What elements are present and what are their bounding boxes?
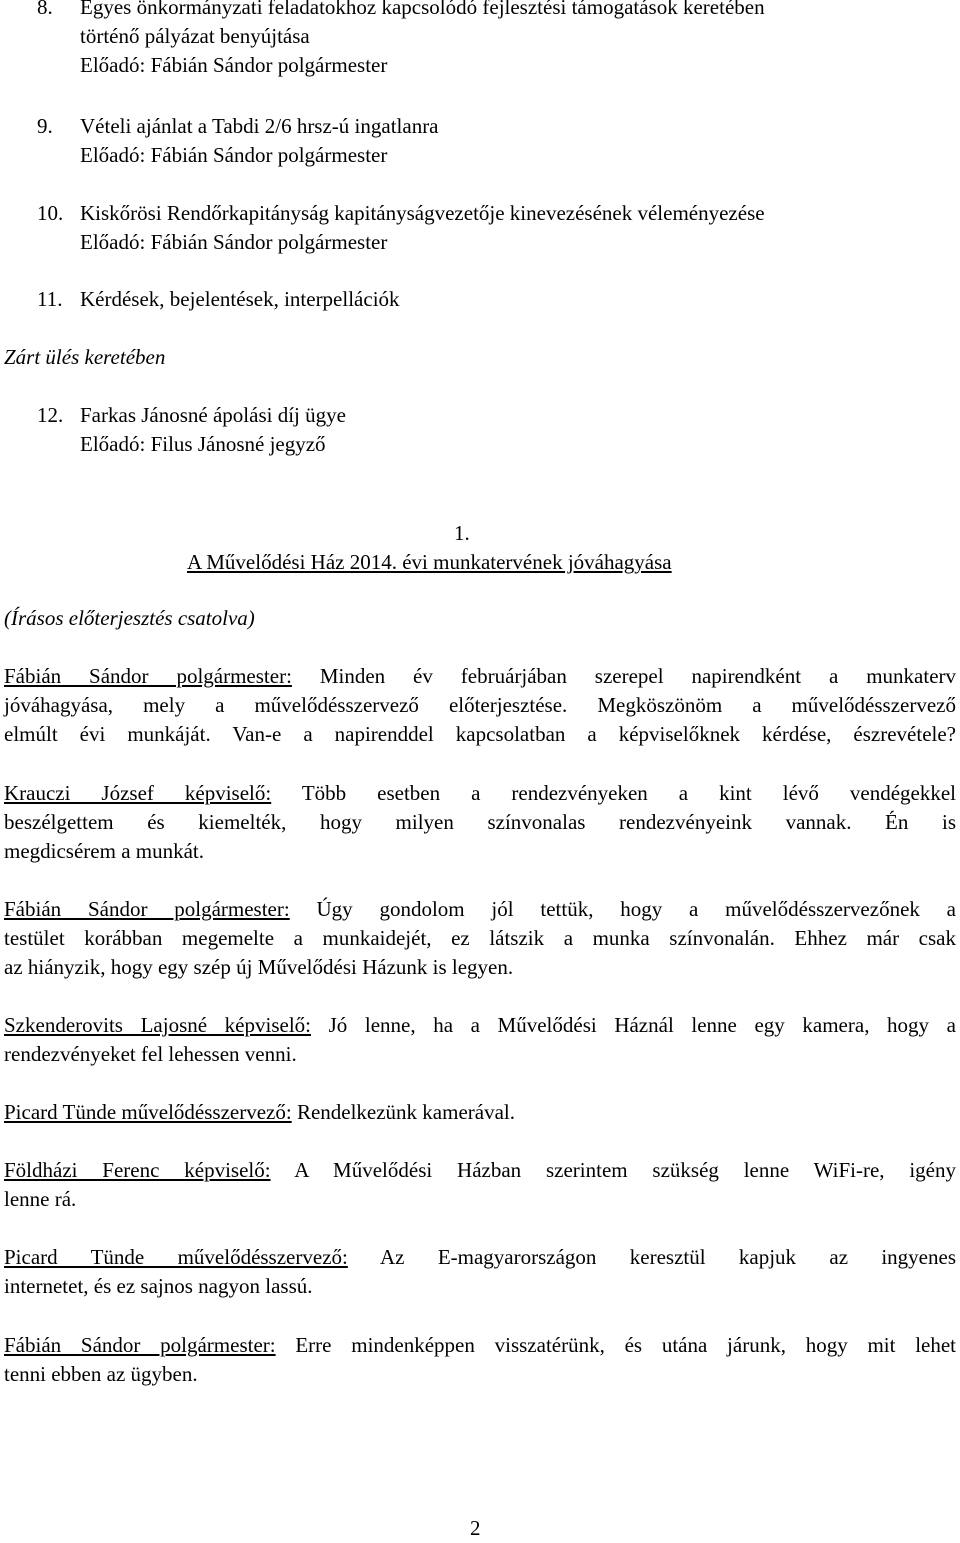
- speaker-name: Picard Tünde művelődésszervező:: [4, 1100, 292, 1124]
- minutes-paragraph: Picard Tünde művelődésszervező: Rendelkezünk kamerával.: [4, 1100, 516, 1124]
- minutes-paragraph: Fábián Sándor polgármester: Erre mindenképpen visszatérünk, és utána járunk, hogy mit lehet tenni ebben az ügyben.: [4, 1333, 957, 1386]
- speaker-name: Krauczi József képviselő:: [4, 781, 272, 805]
- agenda-text: Farkas Jánosné ápolási díj ügye Előadó: Filus Jánosné jegyző: [80, 403, 346, 456]
- speaker-name: Picard Tünde művelődésszervező:: [4, 1245, 348, 1269]
- speaker-name: Fábián Sándor polgármester:: [4, 664, 292, 688]
- minutes-paragraph: Krauczi József képviselő: Több esetben a rendezvényeken a kint lévő vendégekkel beszélgettem és kiemelték, hogy milyen színvonalas rendezvényeink vannak. Én is megdicsérem a munkát.: [4, 781, 956, 863]
- minutes-paragraph: Szkenderovits Lajosné képviselő: Jó lenne, ha a Művelődési Háznál lenne egy kamera, hogy a rendezvényeket fel lehessen venni.: [4, 1013, 956, 1066]
- minutes-paragraph: Fábián Sándor polgármester: Minden év februárjában szerepel napirendként a munkaterv jóváhagyása, mely a művelődésszervező előterjesztése. Megköszönöm a művelődésszervező elmúlt évi munkáját. Van-e a napirenddel kapcsolatban a képviselőknek kérdése, észrevétele?: [4, 664, 957, 746]
- agenda-number: 9.: [37, 114, 53, 138]
- topic-title: A Művelődési Ház 2014. évi munkatervének jóváhagyása: [187, 550, 672, 574]
- minutes-paragraph: Fábián Sándor polgármester: Úgy gondolom jól tettük, hogy a művelődésszervezőnek a testület korábban megemelte a munkaidejét, ez látszik a munka színvonalán. Ehhez már csak az hiányzik, hogy egy szép új Művelődési Házunk is legyen.: [4, 897, 956, 979]
- minutes-paragraph: Földházi Ferenc képviselő: A Művelődési Házban szerintem szükség lenne WiFi-re, igény lenne rá.: [4, 1158, 956, 1211]
- agenda-number: 10.: [37, 201, 64, 225]
- attachment-note: (Írásos előterjesztés csatolva): [4, 606, 255, 630]
- speaker-name: Földházi Ferenc képviselő:: [4, 1158, 271, 1182]
- agenda-text: Vételi ajánlat a Tabdi 2/6 hrsz-ú ingatlanra Előadó: Fábián Sándor polgármester: [80, 114, 439, 167]
- agenda-text: Kiskőrösi Rendőrkapitányság kapitányságvezetője kinevezésének véleményezése Előadó: Fábián Sándor polgármester: [80, 201, 765, 254]
- speaker-name: Fábián Sándor polgármester:: [4, 1333, 276, 1357]
- agenda-text: Egyes önkormányzati feladatokhoz kapcsolódó fejlesztési támogatások keretében történő pályázat benyújtása Előadó: Fábián Sándor polgármester: [80, 0, 765, 77]
- minutes-paragraph: Picard Tünde művelődésszervező: Az E-magyarországon keresztül kapjuk az ingyenes internetet, és ez sajnos nagyon lassú.: [4, 1245, 956, 1298]
- agenda-number: 11.: [37, 287, 63, 311]
- speaker-name: Szkenderovits Lajosné képviselő:: [4, 1013, 311, 1037]
- speaker-name: Fábián Sándor polgármester:: [4, 897, 290, 921]
- agenda-number: 12.: [37, 403, 64, 427]
- agenda-number: 8.: [37, 0, 53, 19]
- agenda-text: Kérdések, bejelentések, interpellációk: [80, 287, 400, 311]
- topic-number: 1.: [454, 521, 470, 545]
- page-number: 2: [470, 1516, 481, 1540]
- closed-session-heading: Zárt ülés keretében: [4, 345, 166, 369]
